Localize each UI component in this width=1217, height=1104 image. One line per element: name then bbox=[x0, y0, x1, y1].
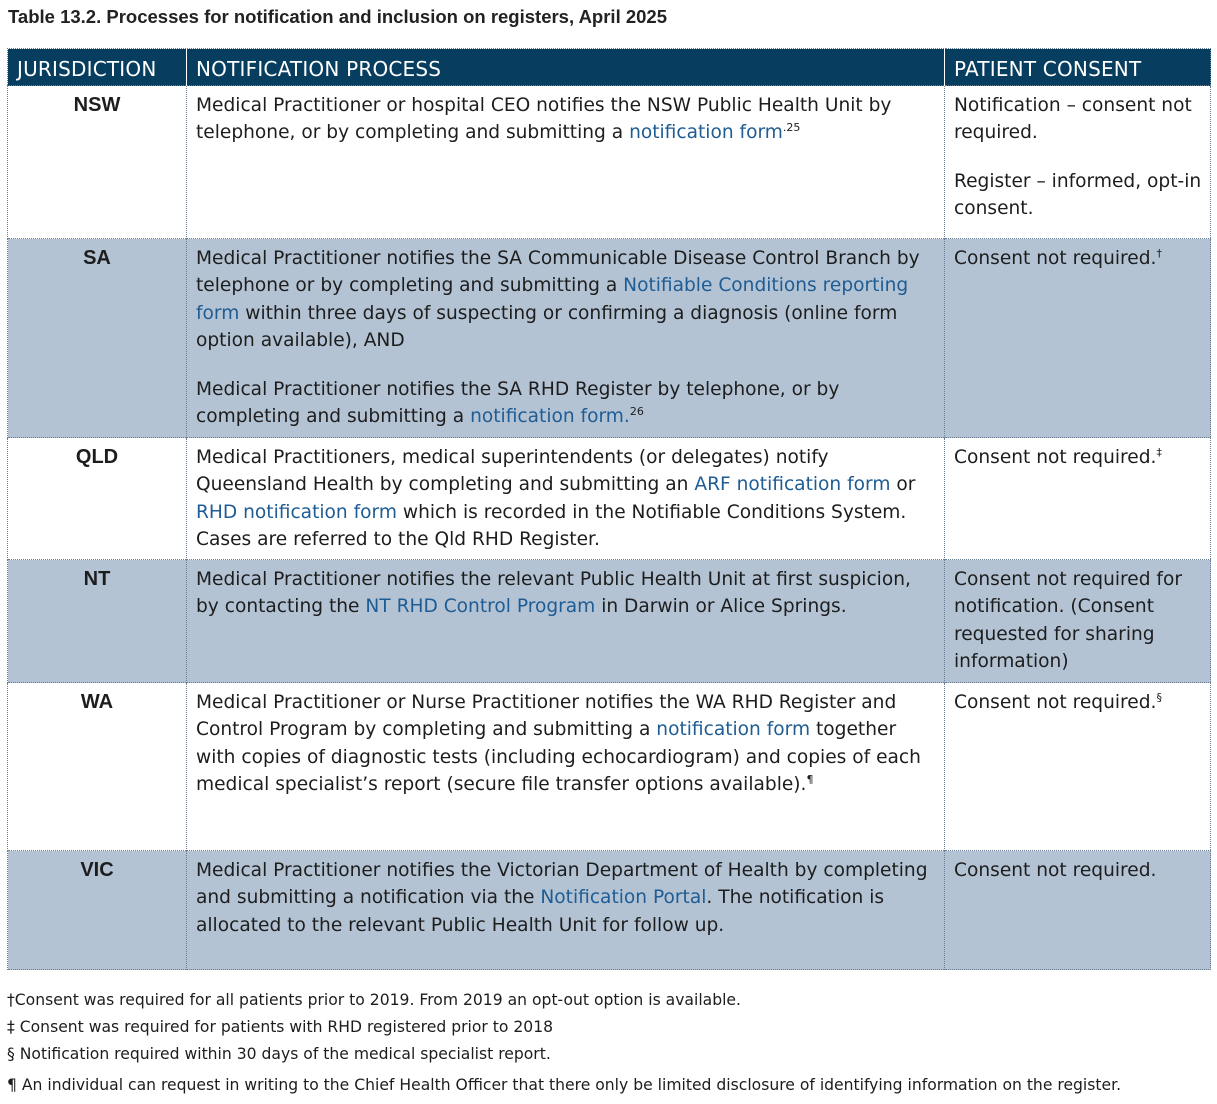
process-text: in Darwin or Alice Springs. bbox=[595, 596, 847, 618]
consent-text: Register – informed, opt-in consent. bbox=[954, 170, 1202, 220]
process-text: . The notification is allocated to the relevant Public Health Unit for follow up. bbox=[196, 887, 885, 936]
footnote-ref: ‡ bbox=[1156, 446, 1162, 459]
footnote: †Consent was required for all patients prior to 2019. From 2019 an opt-out option is available. bbox=[7, 991, 741, 1009]
consent-cell bbox=[945, 683, 1211, 851]
process-text: together with copies of diagnostic tests (including echocardiogram) and copies of each medical specialist’s report (secure file transfer options available). bbox=[196, 719, 921, 796]
process-text: Medical Practitioner or Nurse Practitioner notifies the WA RHD Register and Control Program by completing and submitting a bbox=[196, 692, 897, 741]
consent-cell bbox=[945, 438, 1211, 560]
jurisdiction-cell: VIC bbox=[8, 851, 187, 970]
process-text: Medical Practitioner notifies the Victorian Department of Health by completing and submitting a notification via the bbox=[196, 860, 928, 909]
process-cell bbox=[187, 851, 945, 970]
consent-text: Consent not required. bbox=[954, 692, 1157, 713]
consent-cell bbox=[945, 851, 1211, 970]
footnote: ¶ An individual can request in writing to the Chief Health Officer that there only be limited disclosure of identifying information on the register. bbox=[7, 1075, 1122, 1094]
table-row-nt bbox=[8, 560, 1211, 683]
table-row-qld bbox=[8, 438, 1211, 560]
process-text: or bbox=[890, 474, 916, 496]
footnote: ‡ Consent was required for patients with RHD registered prior to 2018 bbox=[7, 1018, 554, 1037]
consent-text: Notification – consent not required. bbox=[954, 95, 1192, 144]
footnote-ref: ¶ bbox=[806, 773, 814, 787]
process-text: Medical Practitioner notifies the SA Communicable Disease Control Branch by telephone or by completing and submitting a bbox=[196, 248, 920, 297]
consent-cell bbox=[945, 239, 1211, 438]
table-row-vic bbox=[8, 851, 1211, 970]
process-cell bbox=[187, 239, 945, 438]
rhd-notification-form-link[interactable]: RHD notification form bbox=[196, 501, 397, 523]
process-text: Medical Practitioner or hospital CEO notifies the NSW Public Health Unit by telephone, or by completing and submitting a bbox=[196, 95, 892, 144]
process-text: Medical Practitioner notifies the relevant Public Health Unit at first suspicion, by contacting the bbox=[196, 569, 911, 618]
header-jurisdiction: JURISDICTION bbox=[8, 49, 187, 86]
table-title: Table 13.2. Processes for notification and inclusion on registers, April 2025 bbox=[8, 6, 667, 27]
consent-cell bbox=[945, 560, 1211, 683]
arf-notification-form-link[interactable]: ARF notification form bbox=[694, 474, 891, 496]
footnote-ref: .25 bbox=[782, 121, 801, 135]
jurisdiction-cell: NT bbox=[8, 560, 187, 683]
notification-form-link[interactable]: notification form bbox=[656, 719, 811, 741]
process-text: Medical Practitioners, medical superintendents (or delegates) notify Queensland Health by completing and submitting an bbox=[196, 447, 829, 496]
notification-portal-link[interactable]: Notification Portal bbox=[540, 887, 707, 909]
process-text: which is recorded in the Notifiable Conditions System. Cases are referred to the Qld RHD Register. bbox=[196, 501, 907, 551]
process-text: within three days of suspecting or confirming a diagnosis (online form option available), AND bbox=[196, 302, 898, 352]
consent-text: Consent not required. bbox=[954, 447, 1157, 468]
consent-cell bbox=[945, 86, 1211, 239]
footnotes bbox=[7, 987, 1121, 1099]
jurisdiction-cell: SA bbox=[8, 239, 187, 438]
process-cell bbox=[187, 560, 945, 683]
process-cell bbox=[187, 86, 945, 239]
jurisdiction-cell: QLD bbox=[8, 438, 187, 560]
footnote: § Notification required within 30 days of the medical specialist report. bbox=[7, 1045, 551, 1064]
consent-text: Consent not required. bbox=[954, 860, 1157, 881]
process-text: Medical Practitioner notifies the SA RHD Register by telephone, or by completing and submitting a bbox=[196, 378, 840, 428]
consent-text: Consent not required for notification. (Consent requested for sharing information) bbox=[954, 569, 1183, 673]
table-header-row bbox=[8, 49, 1211, 86]
process-cell bbox=[187, 683, 945, 851]
notifiable-conditions-form-link[interactable]: Notifiable Conditions reporting form bbox=[196, 275, 909, 324]
table-row-sa bbox=[8, 239, 1211, 438]
jurisdiction-cell: WA bbox=[8, 683, 187, 851]
footnote-ref: 26 bbox=[629, 405, 644, 419]
footnote-ref: § bbox=[1156, 691, 1162, 704]
registers-table bbox=[7, 48, 1211, 970]
notification-form-link[interactable]: notification form bbox=[629, 122, 783, 144]
table-row-nsw bbox=[8, 86, 1211, 239]
footnote-ref: † bbox=[1156, 247, 1162, 260]
header-patient-consent: PATIENT CONSENT bbox=[945, 49, 1211, 86]
process-cell bbox=[187, 438, 945, 560]
nt-rhd-control-program-link[interactable]: NT RHD Control Program bbox=[365, 596, 596, 618]
consent-text: Consent not required. bbox=[954, 248, 1157, 269]
header-notification-process: NOTIFICATION PROCESS bbox=[187, 49, 945, 86]
notification-form-link[interactable]: notification form. bbox=[470, 406, 630, 428]
table-row-wa bbox=[8, 683, 1211, 851]
jurisdiction-cell: NSW bbox=[8, 86, 187, 239]
